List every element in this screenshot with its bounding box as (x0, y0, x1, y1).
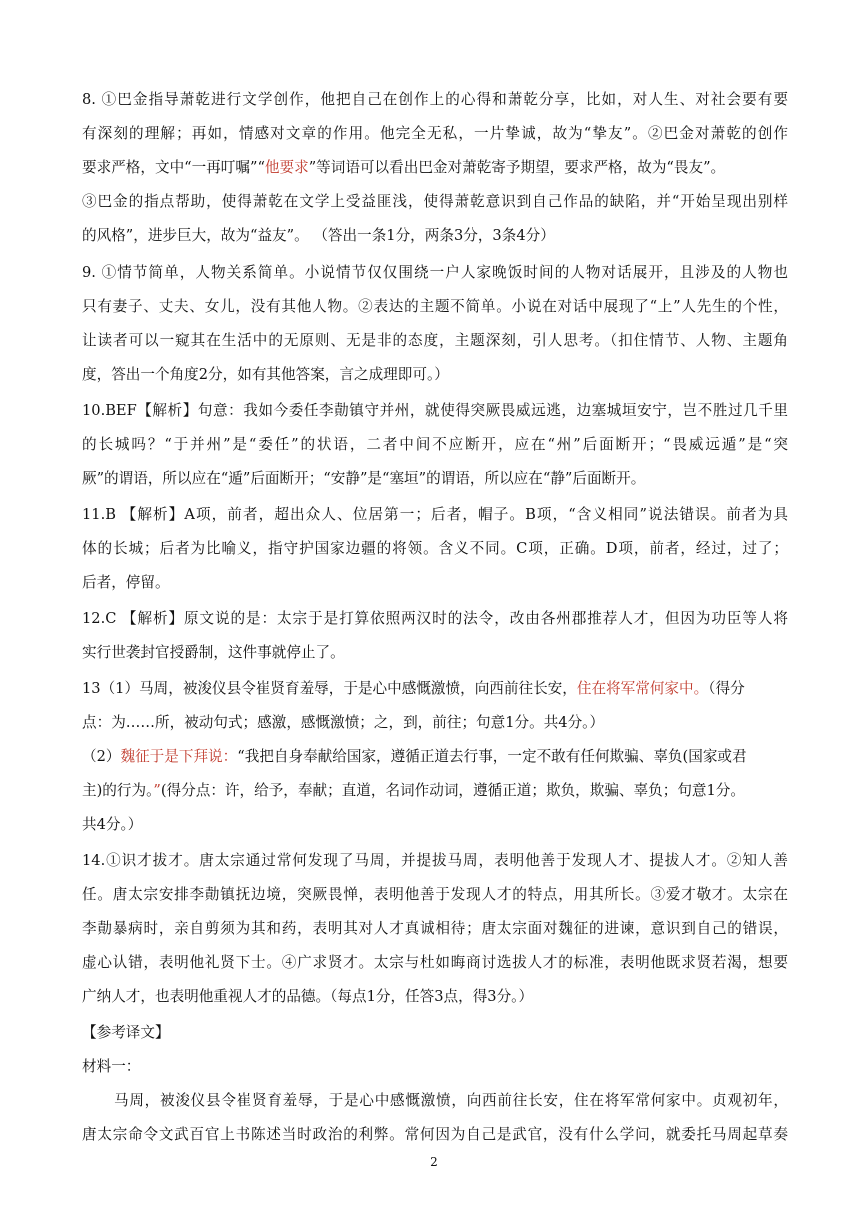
material-one-label: 材料一： (82, 1058, 141, 1075)
q9-line-1: 9. ①情节简单，人物关系简单。小说情节仅仅围绕一户人家晚饭时间的人物对话展开，且涉及的人物也 (82, 264, 788, 281)
q14-line-3: 李勣暴病时，亲自剪须为其和药，表明其对人才真诚相待；唐太宗面对魏征的进谏，意识到自己的错误， (82, 920, 788, 937)
page-number: 2 (430, 1155, 438, 1169)
q13-highlight-1: 住在将军常何家中。 (576, 680, 709, 697)
translation-line-1: 马周，被浚仪县令崔贤育羞辱，于是心中感慨激愤，向西前往长安，住在将军常何家中。贞观初年， (114, 1092, 788, 1109)
q11-line-3: 后者，停留。 (82, 574, 170, 591)
q13-line-3 (82, 747, 788, 767)
q10-line-3: 厥”的谓语，所以应在“遁”后面断开；“安静”是“塞垣”的谓语，所以应在“静”后面断开。 (82, 470, 646, 487)
q8-line-4: ③巴金的指点帮助，使得萧乾在文学上受益匪浅，使得萧乾意识到自己作品的缺陷，并“开始呈现出别样 (82, 193, 788, 210)
q10-line-1: 10.BEF【解析】句意：我如今委任李勣镇守并州，就使得突厥畏威远逃，边塞城垣安宁，岂不胜过几千里 (82, 402, 788, 419)
q13-line-5: 共4分。） (82, 816, 143, 833)
q14-line-1: 14.①识才拔才。唐太宗通过常何发现了马周，并提拔马周，表明他善于发现人才、提拔人才。②知人善 (82, 852, 788, 869)
q13-line-3-a: （2） (82, 748, 121, 765)
q12-line-2: 实行世袭封官授爵制，这件事就停止了。 (82, 644, 345, 661)
q8-line-3 (82, 158, 788, 178)
translation-line-2: 唐太宗命令文武百官上书陈述当时政治的利弊。常何因为自己是武官，没有什么学问，就委托马周起草奏 (82, 1126, 788, 1143)
q8-line-1: 8. ①巴金指导萧乾进行文学创作，他把自己在创作上的心得和萧乾分享，比如，对人生、对社会要有要 (82, 91, 788, 108)
q14-line-4: 虚心认错，表明他礼贤下士。④广求贤才。太宗与杜如晦商讨选拔人才的标准，表明他既求贤若渴，想要 (82, 954, 788, 971)
q9-line-3: 让读者可以一窥其在生活中的无原则、无是非的态度，主题深刻，引人思考。（扣住情节、人物、主题角 (82, 332, 788, 349)
reference-heading: 【参考译文】 (82, 1024, 170, 1041)
q8-line-2: 有深刻的理解；再如，情感对文章的作用。他完全无私，一片挚诚，故为“挚友”。②巴金对萧乾的创作 (82, 125, 788, 142)
q10-line-2: 的长城吗？“于并州”是“委任”的状语，二者中间不应断开，应在“州”后面断开；“畏威远遁”是“突 (82, 436, 788, 453)
q13-line-4 (82, 781, 788, 801)
q11-line-2: 体的长城；后者为比喻义，指守护国家边疆的将领。含义不同。C项，正确。D项，前者，经过，过了； (82, 540, 788, 557)
q8-highlight: 他要求 (264, 159, 309, 176)
q13-line-1-c: （得分 (708, 680, 745, 697)
q8-line-5: 的风格”，进步巨大，故为“益友”。 （答出一条1分，两条3分，3条4分） (82, 227, 555, 244)
q12-line-1: 12.C 【解析】原文说的是：太宗于是打算依照两汉时的法令，改由各州郡推荐人才，但因为功臣等人将 (82, 610, 788, 627)
q13-line-1 (82, 679, 788, 699)
q8-line-3-c: ”等词语可以看出巴金对萧乾寄予期望，要求严格，故为“畏友”。 (308, 159, 726, 176)
q13-line-3-c: “我把自身奉献给国家，遵循正道去行事，一定不敢有任何欺骗、辜负(国家或君 (237, 748, 747, 765)
q13-line-1-a: 13（1）马周，被浚仪县令崔贤育羞辱，于是心中感慨激愤，向西前往长安， (82, 680, 577, 697)
q8-line-3-a: 要求严格，文中“一再叮嘱”“ (82, 159, 265, 176)
q13-highlight-2: 魏征于是下拜说： (120, 748, 238, 765)
q14-line-2: 任。唐太宗安排李勣镇抚边境，突厥畏惮，表明他善于发现人才的特点，用其所长。③爱才敬才。太宗在 (82, 886, 788, 903)
q13-highlight-3: ” (153, 782, 161, 799)
q13-line-2: 点：为……所，被动句式；感激，感慨激愤；之，到，前往；句意1分。共4分。） (82, 714, 605, 731)
q13-line-4-a: 主)的行为。 (82, 782, 154, 799)
q13-line-4-c: (得分点：许，给予，奉献；直道，名词作动词，遵循正道；欺负，欺骗、辜负；句意1分。 (160, 782, 745, 799)
q11-line-1: 11.B 【解析】A项，前者，超出众人、位居第一；后者，帽子。B项，“含义相同”说法错误。前者为具 (82, 506, 788, 523)
q9-line-2: 只有妻子、丈夫、女儿，没有其他人物。②表达的主题不简单。小说在对话中展现了“上”人先生的个性， (82, 298, 788, 315)
q9-line-4: 度，答出一个角度2分，如有其他答案，言之成理即可。） (82, 366, 449, 383)
q14-line-5: 广纳人才，也表明他重视人才的品德。（每点1分，任答3点，得3分。） (82, 988, 534, 1005)
